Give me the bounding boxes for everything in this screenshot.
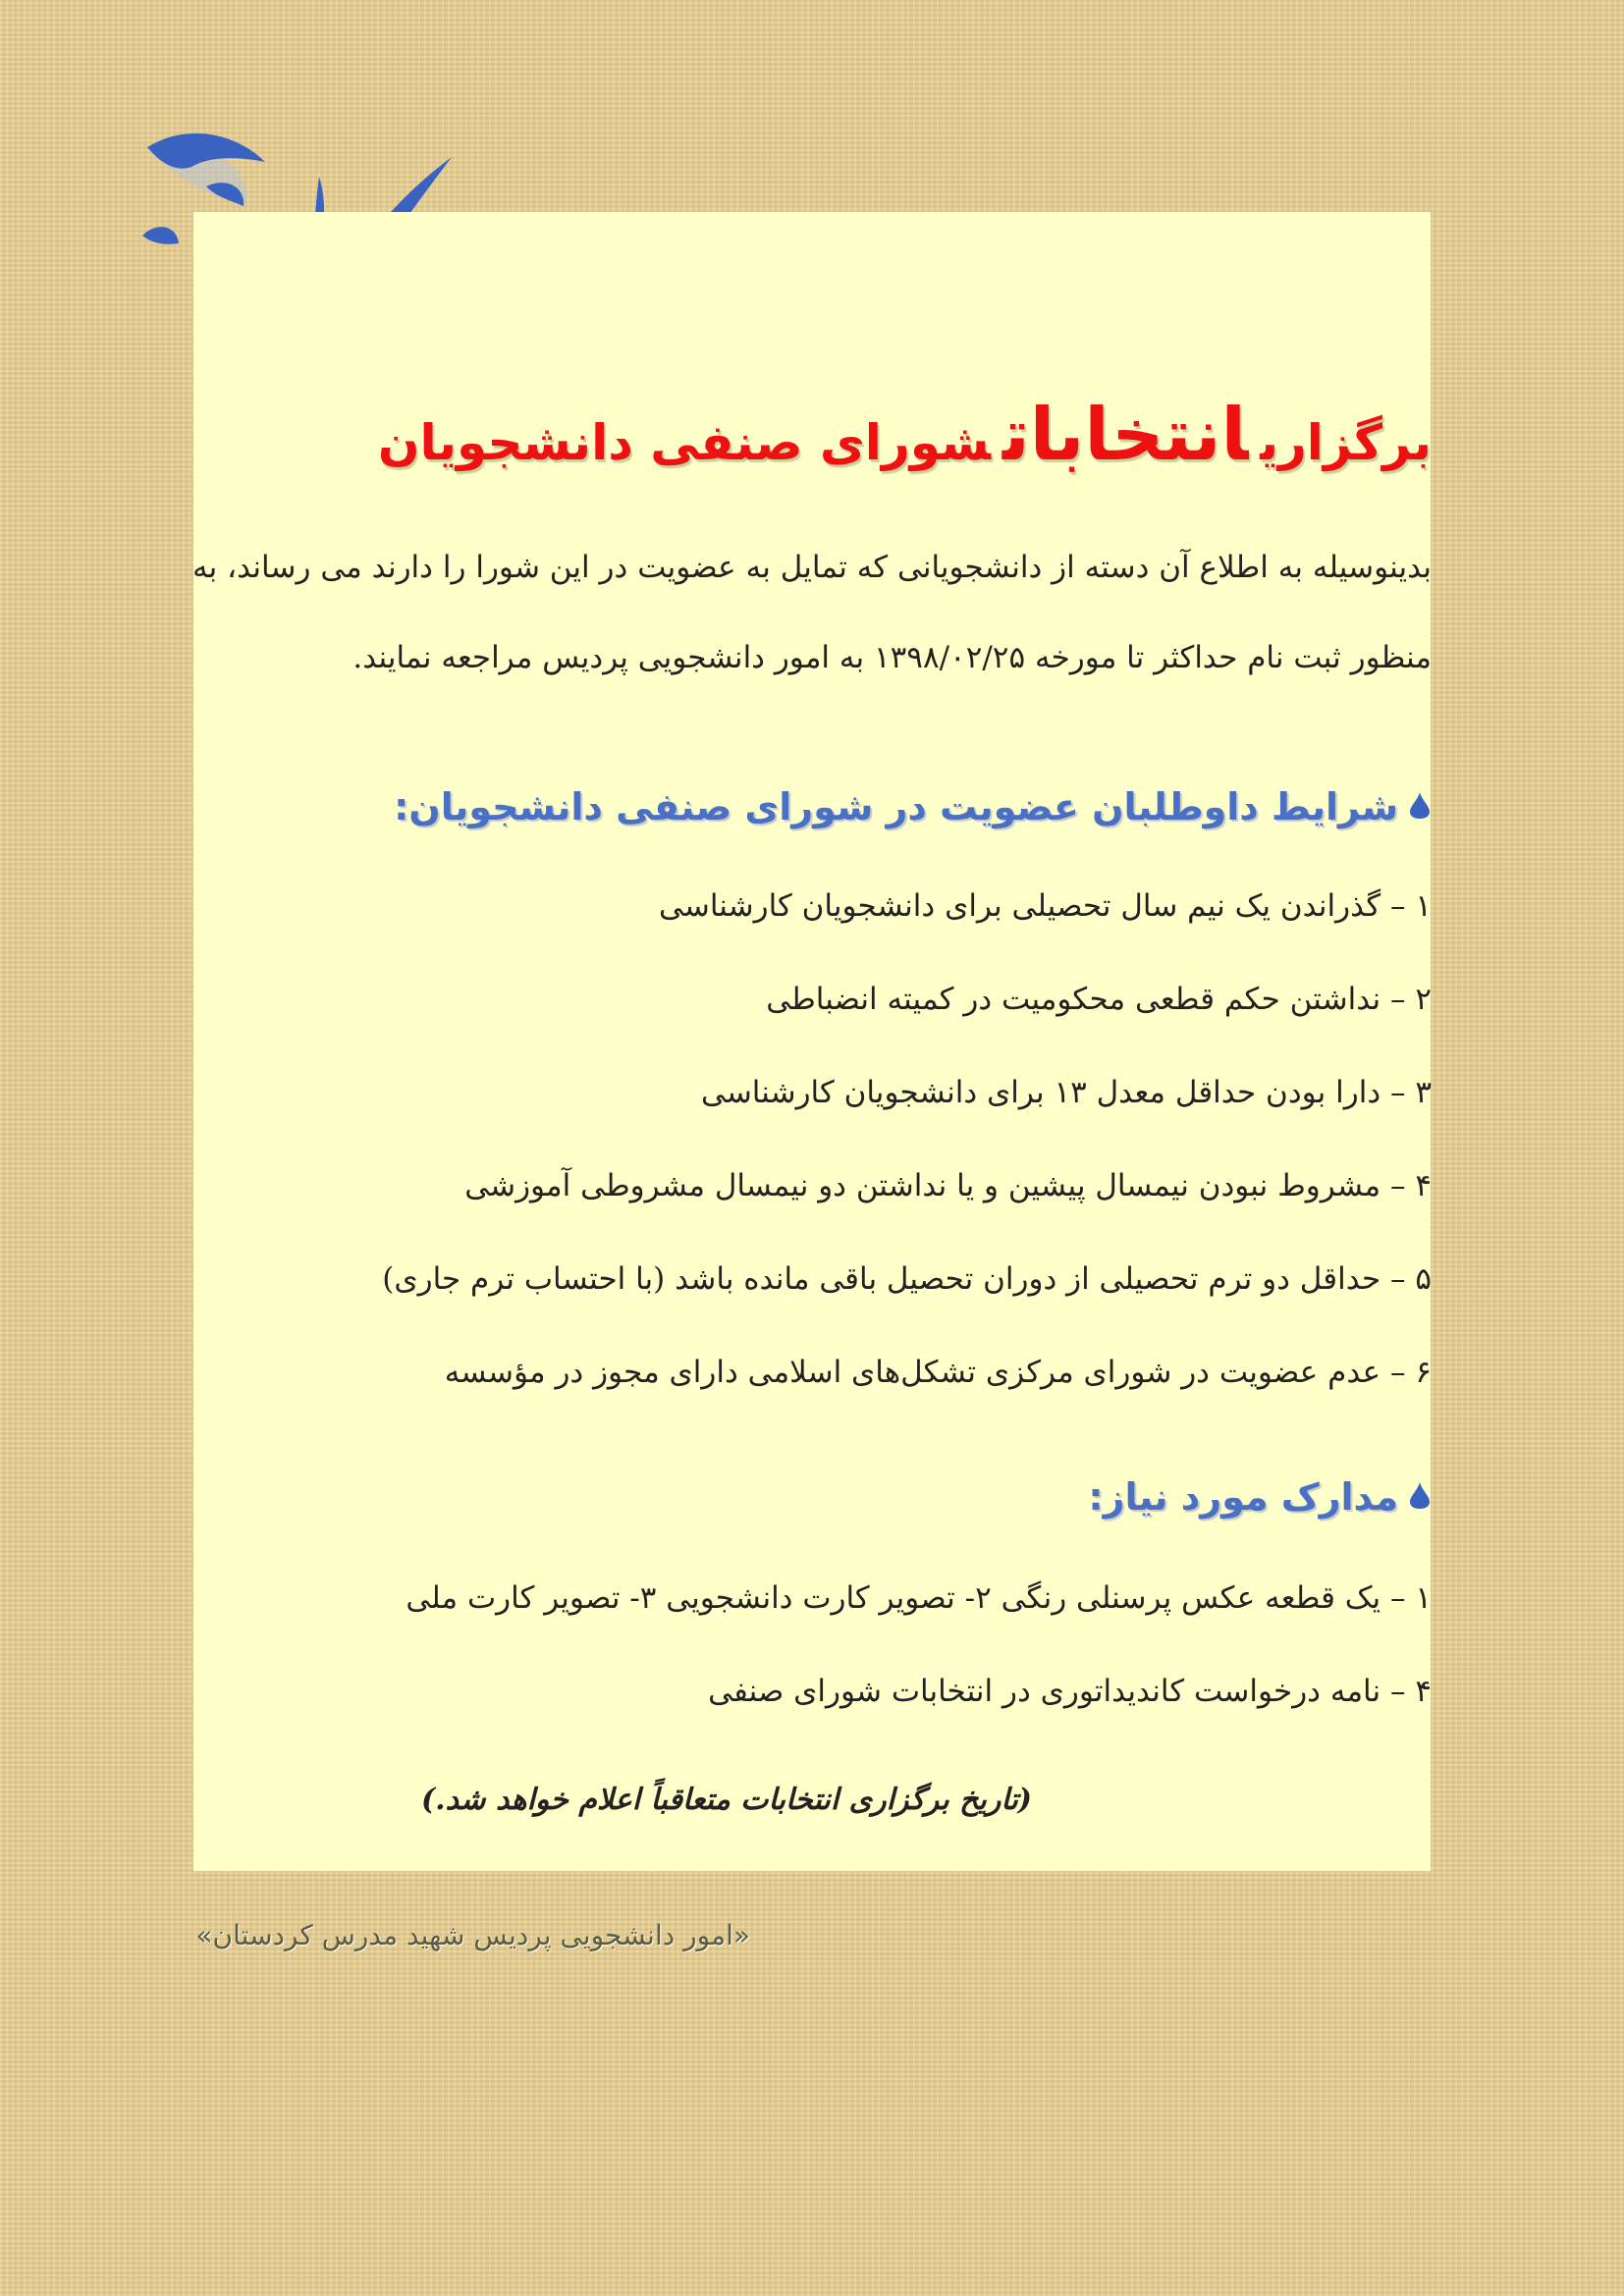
condition-item: ۲ – نداشتن حکم قطعی محکومیت در کمیته انضباطی <box>766 982 1432 1017</box>
drop-bullet-icon <box>1408 785 1432 828</box>
condition-item: ۶ – عدم عضویت در شورای مرکزی تشکل‌های اسلامی دارای مجوز در مؤسسه <box>444 1355 1432 1390</box>
document-item: ۱ – یک قطعه عکس پرسنلی رنگی ۲- تصویر کارت دانشجویی ۳- تصویر کارت ملی <box>406 1580 1432 1616</box>
conditions-heading-text: شرایط داوطلبان عضویت در شورای صنفی دانشجویان: <box>394 785 1398 828</box>
title-part-3: شورای صنفی دانشجویان <box>377 414 991 471</box>
footer-signature: «امور دانشجویی پردیس شهید مدرس کردستان» <box>195 1919 750 1951</box>
election-date-note: (تاریخ برگزاری انتخابات متعاقباً اعلام خواهد شد.) <box>420 1783 1033 1817</box>
drop-bullet-icon <box>1408 1475 1432 1519</box>
document-item: ۴ – نامه درخواست کاندیداتوری در انتخابات شورای صنفی <box>708 1674 1432 1709</box>
title-part-1: برگزاری <box>1260 414 1432 471</box>
conditions-heading <box>194 785 1432 828</box>
condition-item: ۳ – دارا بودن حداقل معدل ۱۳ برای دانشجویان کارشناسی <box>700 1075 1432 1110</box>
intro-paragraph: بدینوسیله به اطلاع آن دسته از دانشجویانی که تمایل به عضویت در این شورا را دارند می رساند، به منظور ثبت نام حداکثر تا مورخه ۱۳۹۸/۰۲/۲۵ به امور دانشجویی پردیس مراجعه نمایند. <box>192 550 1432 675</box>
documents-heading <box>194 1475 1432 1519</box>
title-part-2: انتخابات <box>1001 393 1249 477</box>
condition-item: ۱ – گذراندن یک نیم سال تحصیلی برای دانشجویان کارشناسی <box>659 888 1432 924</box>
documents-heading-text: مدارک مورد نیاز: <box>1088 1475 1398 1519</box>
page-title <box>253 393 1432 477</box>
condition-item: ۴ – مشروط نبودن نیمسال پیشین و یا نداشتن دو نیمسال مشروطی آموزشی <box>464 1168 1432 1203</box>
condition-item: ۵ – حداقل دو ترم تحصیلی از دوران تحصیل باقی مانده باشد (با احتساب ترم جاری) <box>382 1261 1432 1297</box>
